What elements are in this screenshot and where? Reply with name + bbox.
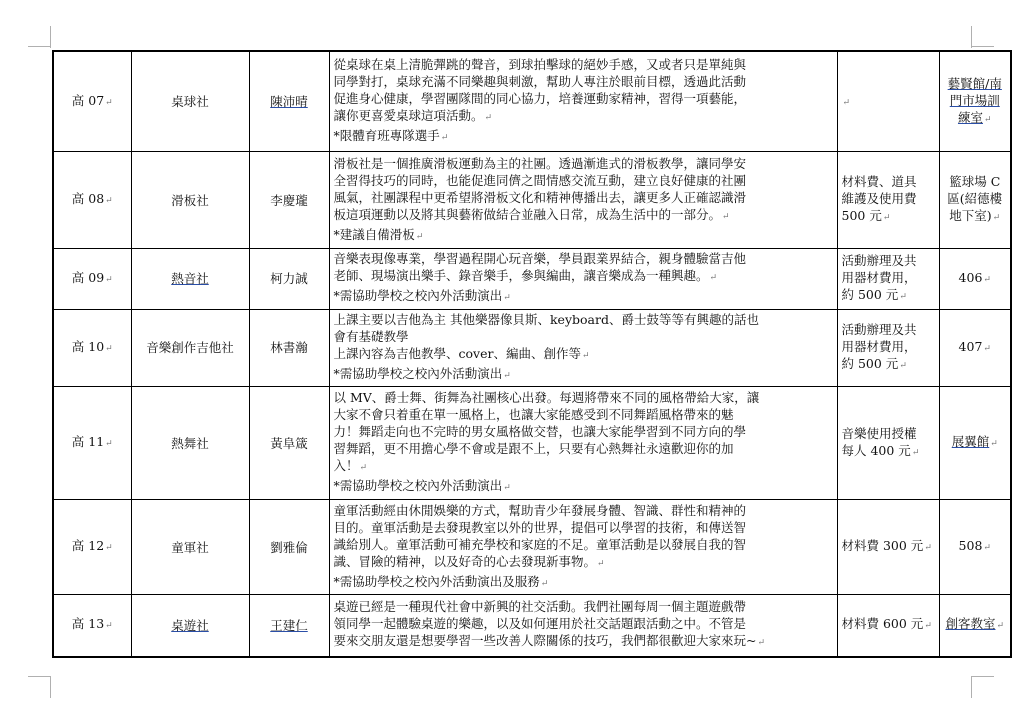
club-number-cell [53,309,131,387]
paragraph-mark-icon: ↵ [581,350,590,361]
note-text: *需協助學校之校內外活動演出及服務 [333,573,540,589]
note-line [334,287,833,307]
fee-text: 材料費 600 元 [841,616,924,632]
description-line [334,615,833,632]
fee-line [842,537,935,557]
paragraph-mark-icon: ↵ [105,97,113,108]
fee-text: 用器材費用， [841,338,917,354]
description-text: 從桌球在桌上清脆彈跳的聲音，到球拍擊球的絕妙手感，又或者只是單純與 [333,57,747,73]
fee-line [842,190,935,207]
club-number-cell [53,249,131,309]
fee-line [842,355,935,375]
paragraph-mark-icon: ↵ [484,113,493,124]
teacher-cell [249,249,329,309]
paragraph-mark-icon: ↵ [359,463,368,474]
description-line [334,553,833,573]
paragraph-mark-icon: ↵ [503,293,511,304]
description-text: 讓你更喜愛桌球這項活動。 [333,108,484,124]
club-name: 童軍社 [171,539,209,555]
fee-line [842,615,935,635]
description-text: 以 MV、爵士舞、街舞為社團核心出發。每週將帶來不同的風格帶給大家，讓 [333,390,760,406]
teacher-cell [249,152,329,249]
description-text: 上課主要以吉他為主 其他樂器像貝斯、keyboard、爵士鼓等等有興趣的話也 [333,311,759,327]
description-line [334,598,833,615]
fee-cell [837,249,939,309]
fee-cell [837,51,939,152]
club-name-cell [131,500,249,595]
club-row [53,387,1011,500]
club-name: 熱音社 [171,271,209,287]
club-name: 桌球社 [171,94,209,110]
location-text: 創客教室 [945,616,996,632]
description-text: 識給別人。童軍活動可補充學校和家庭的不足。童軍活動是以發展自我的智 [333,536,747,552]
fee-text: 用器材費用， [841,269,917,285]
location-line [944,537,1007,557]
club-number-cell [53,500,131,595]
location-cell [939,152,1011,249]
description-text: 入！ [333,458,359,474]
fee-text: 活動辦理及共 [841,252,917,268]
teacher-cell [249,309,329,387]
description-line [334,440,833,457]
location-cell [939,309,1011,387]
location-line [944,173,1007,190]
description-line [334,206,833,226]
description-text: 滑板社是一個推廣滑板運動為主的社團。透過漸進式的滑板教學，讓同學安 [333,155,747,171]
club-number: 高 11 [71,434,105,450]
location-line [944,75,1007,92]
teacher-cell [249,594,329,657]
description-text: 目的。童軍活動是去發現教室以外的世界，提倡可以學習的技術，和傳送智 [333,519,747,535]
description-line [334,56,833,73]
club-row [53,51,1011,152]
club-row [53,249,1011,309]
fee-text: 材料費 300 元 [841,538,924,554]
description-text: 板這項運動以及將其與藝術做結合並融入日常，成為生活中的一部分。 [333,206,722,222]
crop-mark-bottom-left-h [28,676,50,677]
note-line [334,365,833,385]
paragraph-mark-icon: ↵ [709,273,718,284]
note-text: *需協助學校之校內外活動演出 [333,288,503,304]
description-cell [329,387,837,500]
teacher-name: 林書瀚 [270,340,308,356]
club-row [53,309,1011,387]
location-text: 展翼館 [951,434,990,450]
fee-line [842,286,935,306]
teacher-cell [249,387,329,500]
description-cell [329,500,837,595]
description-line [334,502,833,519]
paragraph-mark-icon: ↵ [105,343,113,354]
description-text: 童軍活動經由休閒娛樂的方式，幫助青少年發展身體、智識、群性和精神的 [333,502,747,518]
location-line [944,433,1007,453]
location-line [944,190,1007,207]
club-name: 滑板社 [171,192,209,208]
description-cell [329,309,837,387]
location-text: 地下室) [949,208,992,224]
club-number: 高 10 [71,338,105,354]
fee-line [842,269,935,286]
description-line [334,155,833,172]
description-text: 上課內容為吉他教學、cover、編曲、創作等 [333,345,581,361]
club-name: 桌遊社 [171,617,209,633]
club-row [53,500,1011,595]
description-line [334,406,833,423]
description-line [334,73,833,90]
club-number-cell [53,152,131,249]
description-text: 老師、現場演出樂手、錄音樂手，參與編曲，讓音樂成為一種興趣。 [333,268,709,284]
description-text: 習舞蹈，更不用擔心學不會或是跟不上，只要有心熱舞社永遠歡迎你的加 [333,441,734,457]
paragraph-mark-icon: ↵ [842,97,851,108]
location-cell [939,249,1011,309]
description-cell [329,152,837,249]
description-text: 要來交朋友還是想要學習一些改善人際關係的技巧，我們都很歡迎大家來玩~ [333,633,757,649]
fee-text: 約 500 元 [841,286,899,302]
description-line [334,267,833,287]
paragraph-mark-icon: ↵ [882,213,891,224]
fee-line [842,207,935,227]
paragraph-mark-icon: ↵ [992,213,1001,224]
paragraph-mark-icon: ↵ [415,231,424,242]
fee-text: 每人 400 元 [841,442,911,458]
fee-line [842,338,935,355]
description-line [334,250,833,267]
location-text: 407 [958,338,983,354]
fee-line [842,321,935,338]
description-text: 大家不會只着重在單一風格上，也讓大家能感受到不同舞蹈風格帶來的魅 [333,407,734,423]
paragraph-mark-icon: ↵ [990,439,998,450]
location-cell [939,51,1011,152]
paragraph-mark-icon: ↵ [983,343,991,354]
location-text: 門市場訓 [949,92,1000,108]
fee-cell [837,152,939,249]
paragraph-mark-icon: ↵ [911,447,920,458]
paragraph-mark-icon: ↵ [440,133,449,144]
club-name-cell [131,152,249,249]
club-number: 高 07 [71,92,105,108]
club-table [52,50,1012,658]
club-name-cell [131,249,249,309]
teacher-cell [249,500,329,595]
location-text: 籃球場 C [949,174,1001,190]
club-name-cell [131,594,249,657]
club-number: 高 13 [71,616,105,632]
teacher-name: 陳沛晴 [270,94,308,110]
description-line [334,107,833,127]
fee-text: 約 500 元 [841,355,899,371]
crop-mark-top-left-h [28,46,50,47]
location-line [944,615,1007,635]
description-line [334,311,833,328]
paragraph-mark-icon: ↵ [105,196,113,207]
description-line [334,90,833,107]
fee-line [842,252,935,269]
location-text: 406 [958,269,983,285]
description-cell [329,594,837,657]
teacher-name: 劉雅倫 [270,539,308,555]
paragraph-mark-icon: ↵ [105,274,113,285]
description-text: 桌遊已經是一種現代社會中新興的社交活動。我們社團每周一個主題遊戲帶 [333,599,747,615]
fee-cell [837,500,939,595]
fee-line [842,173,935,190]
club-number: 高 08 [71,191,105,207]
fee-cell [837,594,939,657]
note-line [334,127,833,147]
club-name: 熱舞社 [171,435,209,451]
paragraph-mark-icon: ↵ [924,543,932,554]
description-text: 促進身心健康，學習團隊間的同心協力，培養運動家精神，習得一項藝能， [333,91,747,107]
description-text: 領同學一起體驗桌遊的樂趣，以及如何運用於社交話題跟活動之中。不管是 [333,616,747,632]
club-row [53,594,1011,657]
club-number-cell [53,51,131,152]
fee-cell [837,387,939,500]
teacher-name: 柯力誠 [270,271,308,287]
location-line [944,207,1007,227]
paragraph-mark-icon: ↵ [983,274,991,285]
paragraph-mark-icon: ↵ [996,621,1005,632]
location-cell [939,594,1011,657]
crop-mark-top-left-v [50,26,51,48]
description-text: 音樂表現像專業，學習過程開心玩音樂，學員跟業界結合，親身體驗當吉他 [333,251,747,267]
paragraph-mark-icon: ↵ [899,360,907,371]
paragraph-mark-icon: ↵ [722,211,730,222]
description-line [334,457,833,477]
club-number: 高 12 [71,538,105,554]
fee-line [842,442,935,462]
location-line [944,338,1007,358]
description-line [334,345,833,365]
club-number: 高 09 [71,269,105,285]
fee-text: 500 元 [841,208,882,224]
description-text: 力！舞蹈走向也不完時的男女風格做交替，也讓大家能學習到不同方向的學 [333,424,747,440]
club-name-cell [131,309,249,387]
paragraph-mark-icon: ↵ [899,291,907,302]
location-cell [939,500,1011,595]
club-name-cell [131,387,249,500]
description-text: 識、冒險的精神，以及好奇的心去發現新事物。 [333,553,597,569]
fee-line [842,425,935,442]
description-text: 會有基礎教學 [333,328,409,344]
description-text: 風氣，社團課程中更希望將滑板文化和精神傳播出去，讓更多人正確認識滑 [333,189,747,205]
club-number-cell [53,387,131,500]
club-name-cell [131,51,249,152]
paragraph-mark-icon: ↵ [105,543,113,554]
crop-mark-top-right-v [971,26,972,48]
description-line [334,423,833,440]
paragraph-mark-icon: ↵ [924,621,932,632]
location-cell [939,387,1011,500]
fee-text: 維護及使用費 [841,191,917,207]
paragraph-mark-icon: ↵ [757,638,766,649]
teacher-name: 李慶瓏 [270,192,308,208]
description-cell [329,249,837,309]
crop-mark-top-right-h [972,46,994,47]
paragraph-mark-icon: ↵ [105,439,113,450]
description-line [334,172,833,189]
club-row [53,152,1011,249]
location-text: 練室 [957,109,983,125]
crop-mark-bottom-right-v [971,676,972,698]
paragraph-mark-icon: ↵ [540,578,549,589]
description-line [334,519,833,536]
teacher-name: 黃阜箴 [270,435,308,451]
fee-text: 音樂使用授權 [841,425,917,441]
paragraph-mark-icon: ↵ [105,621,113,632]
teacher-name: 王建仁 [270,617,308,633]
paragraph-mark-icon: ↵ [983,543,991,554]
location-text: 藝賢館/南 [947,75,1002,91]
paragraph-mark-icon: ↵ [503,483,511,494]
description-line [334,389,833,406]
note-text: *建議自備滑板 [333,226,415,242]
note-line [334,477,833,497]
club-number-cell [53,594,131,657]
description-text: 同學對打，桌球充滿不同樂趣與刺激，幫助人專注於眼前目標，透過此活動 [333,74,747,90]
description-text: 全習得技巧的同時，也能促進同儕之間情感交流互動，建立良好健康的社團 [333,172,747,188]
location-text: 508 [958,538,983,554]
note-line [334,226,833,246]
description-line [334,536,833,553]
fee-text: 材料費、道具 [841,174,917,190]
description-line [334,632,833,652]
description-line [334,328,833,345]
description-cell [329,51,837,152]
teacher-cell [249,51,329,152]
paragraph-mark-icon: ↵ [597,558,605,569]
crop-mark-bottom-right-h [972,676,994,677]
description-line [334,189,833,206]
note-line [334,573,833,593]
paragraph-mark-icon: ↵ [983,114,992,125]
club-name: 音樂創作吉他社 [146,340,234,356]
crop-mark-bottom-left-v [50,676,51,698]
location-line [944,269,1007,289]
fee-cell [837,309,939,387]
note-text: *需協助學校之校內外活動演出 [333,478,503,494]
paragraph-mark-icon: ↵ [503,370,511,381]
location-line [944,92,1007,109]
location-text: 區(紹德樓 [947,191,1003,207]
club-rows [53,51,1011,657]
location-line [944,109,1007,129]
fee-text: 活動辦理及共 [841,321,917,337]
note-text: *限體育班專隊選手 [333,128,440,144]
note-text: *需協助學校之校內外活動演出 [333,365,503,381]
